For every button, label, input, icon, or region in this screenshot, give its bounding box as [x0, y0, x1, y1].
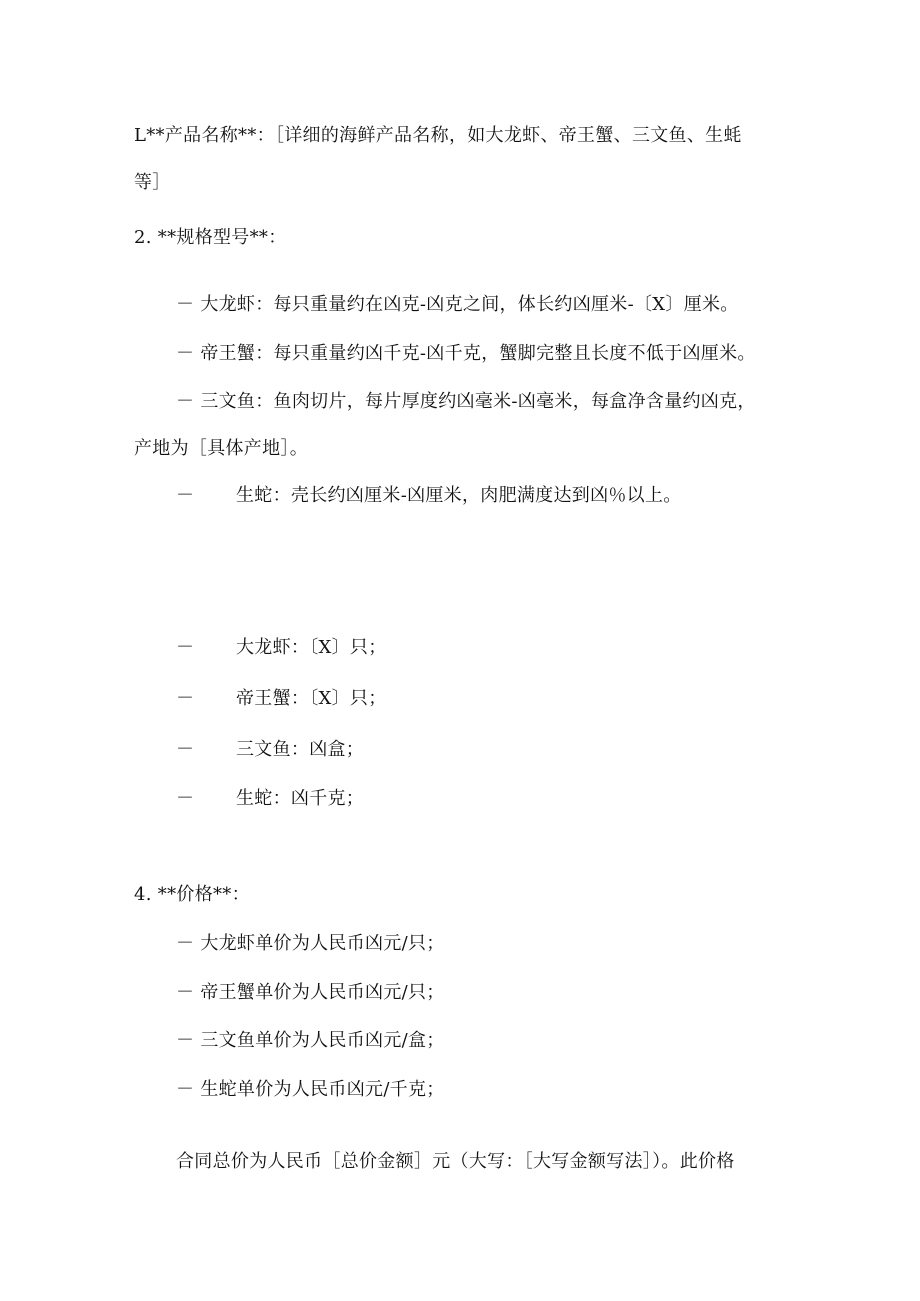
- price-total: 合同总价为人民币［总价金额］元（大写：［大写金额写法］）。此价格: [176, 1151, 735, 1172]
- qty-dash-lobster: －: [176, 637, 195, 658]
- price-item-king-crab: － 帝王蟹单价为人民币凶元/只；: [176, 982, 445, 1003]
- spec-item-oyster-dash: －: [176, 485, 195, 506]
- qty-dash-salmon: －: [176, 739, 195, 760]
- spec-item-salmon: － 三文鱼：鱼肉切片，每片厚度约凶毫米-凶毫米，每盒净含量约凶克，: [176, 391, 756, 412]
- price-item-oyster: － 生蛇单价为人民币凶元/千克；: [176, 1079, 445, 1100]
- product-name-line-2: 等］: [134, 172, 171, 193]
- price-item-salmon: － 三文鱼单价为人民币凶元/盒；: [176, 1030, 445, 1051]
- spec-heading: 2. **规格型号**：: [134, 227, 287, 248]
- qty-item-king-crab: 帝王蟹：〔X〕只；: [236, 688, 387, 709]
- spec-item-salmon-cont: 产地为［具体产地］。: [134, 438, 308, 459]
- qty-dash-king-crab: －: [176, 688, 195, 709]
- spec-item-lobster: － 大龙虾：每只重量约在凶克-凶克之间，体长约凶厘米-〔X〕厘米。: [176, 294, 739, 315]
- qty-dash-oyster: －: [176, 788, 195, 809]
- spec-item-king-crab: － 帝王蟹：每只重量约凶千克-凶千克，蟹脚完整且长度不低于凶厘米。: [176, 343, 756, 364]
- price-heading: 4. **价格**：: [134, 884, 250, 905]
- qty-item-lobster: 大龙虾：〔X〕只；: [236, 637, 387, 658]
- qty-item-oyster: 生蛇：凶千克；: [236, 788, 365, 809]
- product-name-line-1: L**产品名称**：［详细的海鲜产品名称，如大龙虾、帝王蟹、三文鱼、生蚝: [134, 125, 742, 146]
- spec-item-oyster: 生蛇：壳长约凶厘米-凶厘米，肉肥满度达到凶％以上。: [236, 485, 682, 506]
- qty-item-salmon: 三文鱼：凶盒；: [236, 739, 365, 760]
- price-item-lobster: － 大龙虾单价为人民币凶元/只；: [176, 933, 445, 954]
